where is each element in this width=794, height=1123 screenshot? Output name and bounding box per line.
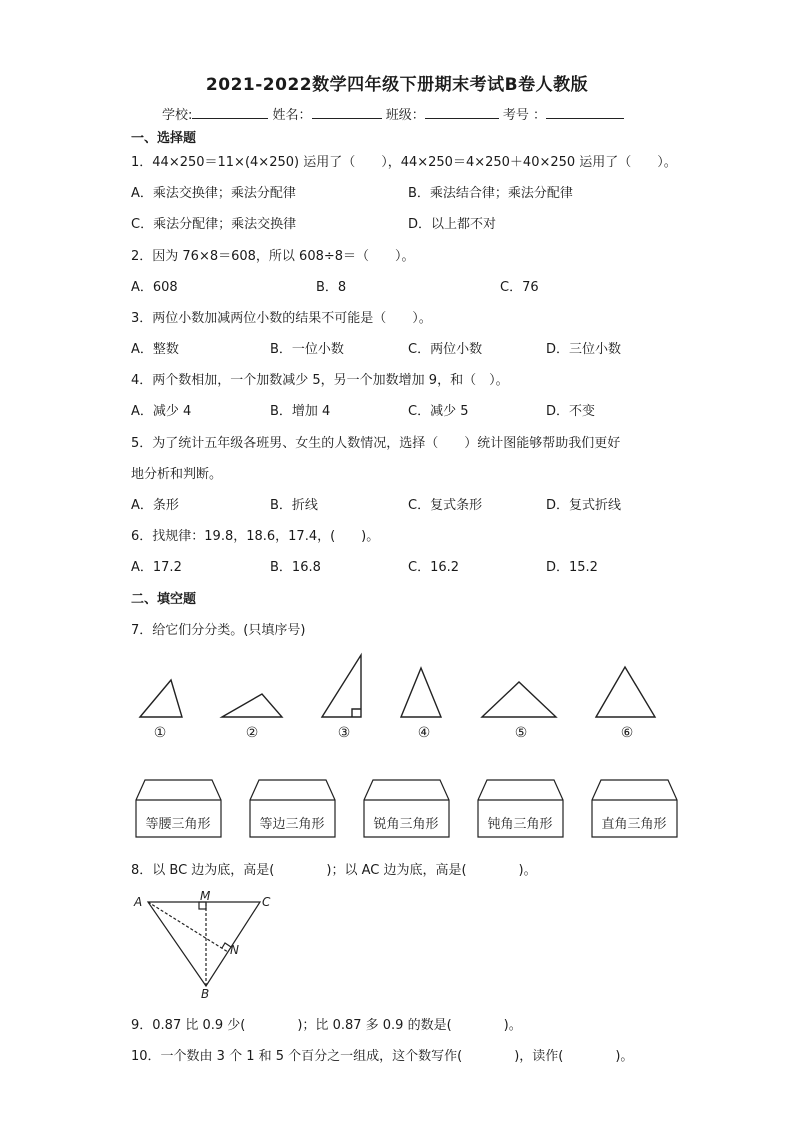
q1-option-b: B．乘法结合律；乘法分配律 bbox=[408, 186, 573, 201]
question-9: 9．0.87 比 0.9 少( )；比 0.87 多 0.9 的数是( )。 bbox=[131, 1018, 522, 1033]
triangle-4 bbox=[401, 668, 441, 717]
category-boxes-figure bbox=[0, 775, 794, 840]
question-2: 2．因为 76×8＝608，所以 608÷8＝（ ）。 bbox=[131, 249, 415, 264]
shape-label-4: ④ bbox=[417, 725, 431, 741]
q1-option-a: A．乘法交换律；乘法分配律 bbox=[131, 186, 296, 201]
q1-option-c: C．乘法分配律；乘法交换律 bbox=[131, 217, 297, 232]
box-label-right: 直角三角形 bbox=[601, 817, 667, 832]
q5-option-a: A．条形 bbox=[131, 498, 179, 513]
school-label: 学校: bbox=[162, 108, 193, 123]
triangle-6 bbox=[596, 667, 655, 717]
shape-label-1: ① bbox=[153, 725, 167, 741]
q4-option-d: D．不变 bbox=[546, 404, 596, 419]
triangle-5 bbox=[482, 682, 556, 717]
q3-option-a: A．整数 bbox=[131, 342, 179, 357]
q5-option-d: D．复式折线 bbox=[546, 498, 622, 513]
point-m: M bbox=[200, 889, 211, 903]
shape-label-5: ⑤ bbox=[514, 725, 528, 741]
name-label: 姓名： bbox=[272, 108, 312, 123]
box-label-obtuse: 钝角三角形 bbox=[487, 817, 553, 832]
name-blank bbox=[312, 106, 382, 119]
shape-label-6: ⑥ bbox=[620, 725, 634, 741]
point-a: A bbox=[134, 895, 143, 909]
question-1: 1．44×250＝11×(4×250) 运用了（ ），44×250＝4×250＋40×250 运用了（ ）。 bbox=[131, 155, 677, 170]
height-an bbox=[148, 902, 228, 952]
q6-option-a: A．17.2 bbox=[131, 560, 182, 575]
question-4: 4．两个数相加，一个加数减少 5，另一个加数增加 9，和（ ）。 bbox=[131, 373, 509, 388]
q6-option-c: C．16.2 bbox=[408, 560, 460, 575]
triangle-abc bbox=[148, 902, 260, 986]
point-c: C bbox=[262, 895, 271, 909]
box-label-isosceles: 等腰三角形 bbox=[145, 817, 211, 832]
q4-option-a: A．减少 4 bbox=[131, 404, 192, 419]
question-5: 5．为了统计五年级各班男、女生的人数情况，选择（ ）统计图能够帮助我们更好 bbox=[131, 436, 621, 451]
section-heading-fill: 二、填空题 bbox=[131, 592, 197, 607]
q3-option-d: D．三位小数 bbox=[546, 342, 622, 357]
q5-option-c: C．复式条形 bbox=[408, 498, 483, 513]
right-angle-mark bbox=[352, 709, 361, 717]
question-3: 3．两位小数加减两位小数的结果不可能是（ ）。 bbox=[131, 311, 432, 326]
question-10: 10．一个数由 3 个 1 和 5 个百分之一组成，这个数写作( )，读作( )。 bbox=[131, 1049, 634, 1064]
triangle-3 bbox=[322, 655, 361, 717]
q6-option-b: B．16.8 bbox=[270, 560, 321, 575]
question-6: 6．找规律：19.8，18.6，17.4，( )。 bbox=[131, 529, 380, 544]
student-info-line bbox=[162, 104, 624, 123]
number-blank bbox=[546, 106, 624, 119]
q2-option-b: B．8 bbox=[316, 280, 347, 295]
triangle-1 bbox=[140, 680, 182, 717]
question-5-continued: 地分析和判断。 bbox=[131, 467, 223, 482]
class-label: 班级： bbox=[385, 108, 425, 123]
right-angle-mark-m bbox=[199, 902, 206, 909]
point-n: N bbox=[230, 943, 239, 957]
number-label: 考号 ： bbox=[502, 108, 546, 123]
q4-option-b: B．增加 4 bbox=[270, 404, 331, 419]
shape-label-3: ③ bbox=[337, 725, 351, 741]
school-blank bbox=[192, 106, 268, 119]
triangle-abc-figure bbox=[120, 888, 280, 1000]
page-title: 2021-2022数学四年级下册期末考试B卷人教版 bbox=[205, 75, 589, 95]
point-b: B bbox=[201, 987, 210, 1000]
triangle-2 bbox=[222, 694, 282, 717]
q1-option-d: D．以上都不对 bbox=[408, 217, 497, 232]
q3-option-b: B．一位小数 bbox=[270, 342, 344, 357]
box-label-acute: 锐角三角形 bbox=[373, 817, 439, 832]
class-blank bbox=[425, 106, 499, 119]
box-label-equilateral: 等边三角形 bbox=[259, 817, 325, 832]
triangle-shapes-figure bbox=[0, 640, 794, 750]
shape-label-2: ② bbox=[245, 725, 259, 741]
q2-option-a: A．608 bbox=[131, 280, 178, 295]
section-heading-choice: 一、选择题 bbox=[131, 131, 197, 146]
q4-option-c: C．减少 5 bbox=[408, 404, 469, 419]
q2-option-c: C．76 bbox=[500, 280, 539, 295]
q3-option-c: C．两位小数 bbox=[408, 342, 483, 357]
q5-option-b: B．折线 bbox=[270, 498, 318, 513]
question-8: 8．以 BC 边为底，高是( )；以 AC 边为底，高是( )。 bbox=[131, 863, 537, 878]
q6-option-d: D．15.2 bbox=[546, 560, 598, 575]
question-7: 7．给它们分分类。(只填序号) bbox=[131, 623, 306, 638]
